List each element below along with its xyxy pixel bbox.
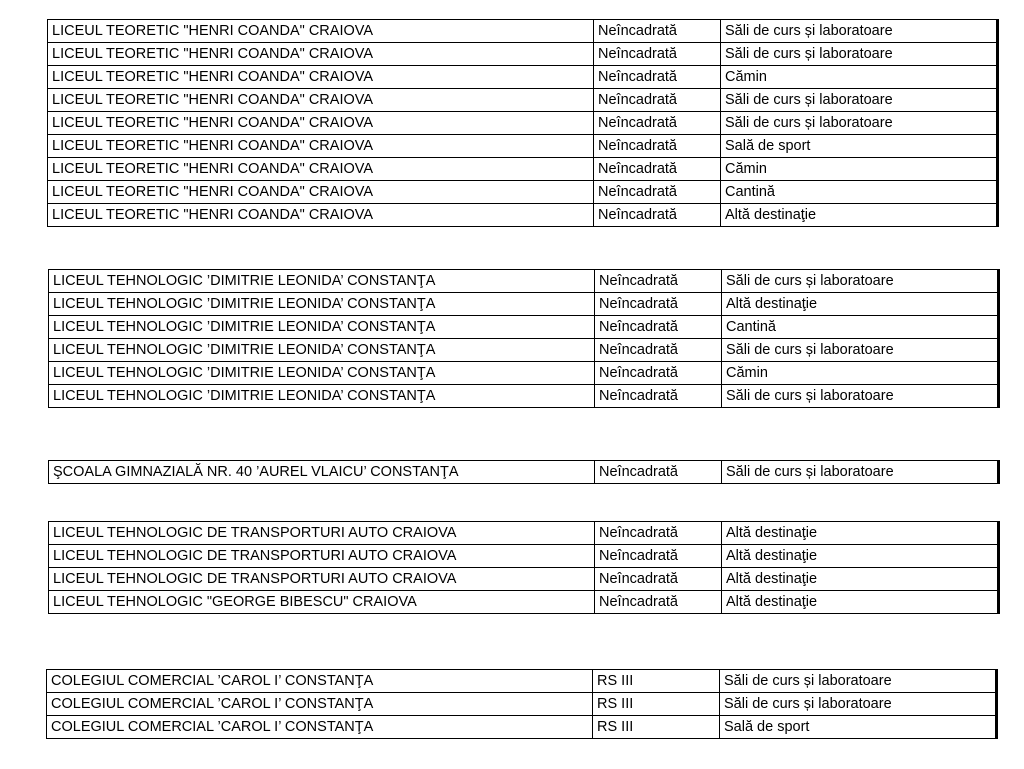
classification-cell: Neîncadrată — [594, 66, 721, 89]
destination-cell: Săli de curs și laboratoare — [720, 693, 997, 716]
classification-cell: Neîncadrată — [595, 545, 722, 568]
destination-cell: Sală de sport — [721, 135, 998, 158]
table-row — [48, 158, 998, 181]
classification-cell: Neîncadrată — [594, 204, 721, 227]
classification-cell: Neîncadrată — [595, 316, 722, 339]
destination-cell: Săli de curs și laboratoare — [721, 43, 998, 66]
classification-cell: Neîncadrată — [595, 339, 722, 362]
classification-cell: Neîncadrată — [594, 135, 721, 158]
destination-cell: Cămin — [721, 66, 998, 89]
table-row — [49, 339, 999, 362]
school-name-cell: LICEUL TEORETIC "HENRI COANDA" CRAIOVA — [48, 112, 594, 135]
school-name-cell: COLEGIUL COMERCIAL ’CAROL I’ CONSTANŢA — [47, 693, 593, 716]
destination-cell: Cantină — [721, 181, 998, 204]
school-name-cell: COLEGIUL COMERCIAL ’CAROL I’ CONSTANŢA — [47, 716, 593, 739]
table-row — [49, 293, 999, 316]
classification-cell: Neîncadrată — [595, 270, 722, 293]
destination-cell: Altă destinaţie — [722, 545, 999, 568]
classification-cell: Neîncadrată — [594, 112, 721, 135]
school-name-cell: LICEUL TEHNOLOGIC "GEORGE BIBESCU" CRAIOVA — [49, 591, 595, 614]
table-row — [49, 591, 999, 614]
classification-cell: Neîncadrată — [595, 461, 722, 484]
classification-cell: Neîncadrată — [595, 293, 722, 316]
classification-cell: Neîncadrată — [594, 20, 721, 43]
table-row — [47, 670, 997, 693]
table-row — [47, 716, 997, 739]
classification-cell: Neîncadrată — [594, 43, 721, 66]
school-name-cell: ŞCOALA GIMNAZIALĂ NR. 40 ’AUREL VLAICU’ CONSTANŢA — [49, 461, 595, 484]
classification-cell: Neîncadrată — [594, 181, 721, 204]
school-name-cell: LICEUL TEORETIC "HENRI COANDA" CRAIOVA — [48, 135, 594, 158]
classification-cell: RS III — [593, 670, 720, 693]
destination-cell: Săli de curs și laboratoare — [721, 112, 998, 135]
classification-cell: Neîncadrată — [595, 385, 722, 408]
school-name-cell: LICEUL TEORETIC "HENRI COANDA" CRAIOVA — [48, 43, 594, 66]
school-name-cell: LICEUL TEHNOLOGIC ’DIMITRIE LEONIDA’ CONSTANŢA — [49, 385, 595, 408]
table-row — [49, 385, 999, 408]
table-row — [48, 89, 998, 112]
table-row — [48, 112, 998, 135]
table-group-5 — [46, 669, 998, 739]
table-row — [48, 20, 998, 43]
school-name-cell: LICEUL TEORETIC "HENRI COANDA" CRAIOVA — [48, 66, 594, 89]
table-row — [49, 316, 999, 339]
classification-cell: Neîncadrată — [595, 591, 722, 614]
destination-cell: Altă destinaţie — [721, 204, 998, 227]
table-group-1 — [47, 19, 999, 227]
school-name-cell: LICEUL TEHNOLOGIC ’DIMITRIE LEONIDA’ CONSTANŢA — [49, 362, 595, 385]
table-row — [48, 135, 998, 158]
destination-cell: Altă destinaţie — [722, 293, 999, 316]
destination-cell: Cămin — [721, 158, 998, 181]
destination-cell: Săli de curs și laboratoare — [722, 339, 999, 362]
school-name-cell: LICEUL TEHNOLOGIC DE TRANSPORTURI AUTO CRAIOVA — [49, 568, 595, 591]
destination-cell: Săli de curs și laboratoare — [722, 461, 999, 484]
destination-cell: Săli de curs și laboratoare — [722, 385, 999, 408]
table-row — [48, 204, 998, 227]
school-name-cell: COLEGIUL COMERCIAL ’CAROL I’ CONSTANŢA — [47, 670, 593, 693]
school-name-cell: LICEUL TEHNOLOGIC ’DIMITRIE LEONIDA’ CONSTANŢA — [49, 316, 595, 339]
destination-cell: Altă destinaţie — [722, 568, 999, 591]
table-row — [47, 693, 997, 716]
school-name-cell: LICEUL TEHNOLOGIC ’DIMITRIE LEONIDA’ CONSTANŢA — [49, 270, 595, 293]
school-name-cell: LICEUL TEORETIC "HENRI COANDA" CRAIOVA — [48, 204, 594, 227]
school-name-cell: LICEUL TEORETIC "HENRI COANDA" CRAIOVA — [48, 89, 594, 112]
classification-cell: RS III — [593, 716, 720, 739]
table-group-4 — [48, 521, 1000, 614]
school-name-cell: LICEUL TEHNOLOGIC ’DIMITRIE LEONIDA’ CONSTANŢA — [49, 339, 595, 362]
destination-cell: Săli de curs și laboratoare — [721, 20, 998, 43]
table-row — [48, 181, 998, 204]
table-row — [49, 270, 999, 293]
destination-cell: Altă destinaţie — [722, 522, 999, 545]
school-name-cell: LICEUL TEHNOLOGIC DE TRANSPORTURI AUTO CRAIOVA — [49, 545, 595, 568]
table-row — [49, 522, 999, 545]
school-name-cell: LICEUL TEORETIC "HENRI COANDA" CRAIOVA — [48, 158, 594, 181]
table-group-3 — [48, 460, 1000, 484]
destination-cell: Cantină — [722, 316, 999, 339]
classification-cell: Neîncadrată — [594, 158, 721, 181]
destination-cell: Săli de curs și laboratoare — [720, 670, 997, 693]
table-row — [49, 568, 999, 591]
classification-cell: RS III — [593, 693, 720, 716]
destination-cell: Săli de curs și laboratoare — [721, 89, 998, 112]
school-name-cell: LICEUL TEHNOLOGIC ’DIMITRIE LEONIDA’ CONSTANŢA — [49, 293, 595, 316]
destination-cell: Sală de sport — [720, 716, 997, 739]
table-row — [48, 66, 998, 89]
classification-cell: Neîncadrată — [594, 89, 721, 112]
classification-cell: Neîncadrată — [595, 522, 722, 545]
classification-cell: Neîncadrată — [595, 568, 722, 591]
destination-cell: Cămin — [722, 362, 999, 385]
school-name-cell: LICEUL TEORETIC "HENRI COANDA" CRAIOVA — [48, 181, 594, 204]
table-row — [49, 461, 999, 484]
school-name-cell: LICEUL TEHNOLOGIC DE TRANSPORTURI AUTO CRAIOVA — [49, 522, 595, 545]
classification-cell: Neîncadrată — [595, 362, 722, 385]
school-name-cell: LICEUL TEORETIC "HENRI COANDA" CRAIOVA — [48, 20, 594, 43]
table-row — [48, 43, 998, 66]
destination-cell: Săli de curs și laboratoare — [722, 270, 999, 293]
table-row — [49, 545, 999, 568]
destination-cell: Altă destinaţie — [722, 591, 999, 614]
table-group-2 — [48, 269, 1000, 408]
table-row — [49, 362, 999, 385]
